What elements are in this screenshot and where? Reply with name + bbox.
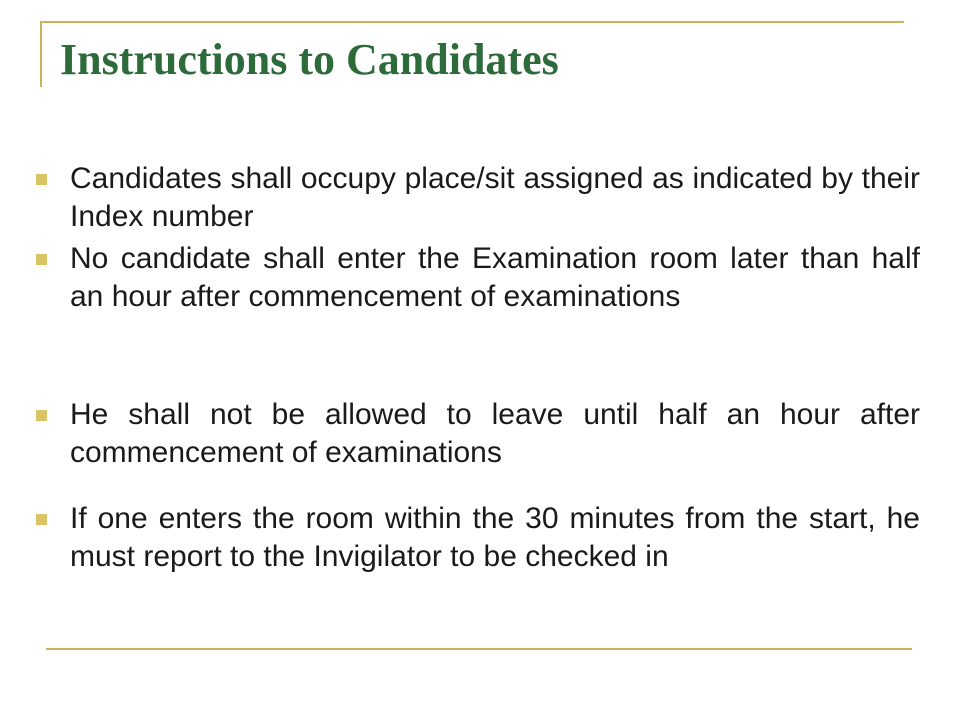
slide-title: Instructions to Candidates: [60, 35, 559, 84]
left-rule-divider: [40, 21, 42, 87]
bullet-text: Candidates shall occupy place/sit assigned as indicated by their Index number: [70, 162, 920, 233]
bullet-text: If one enters the room within the 30 minutes from the start, he must report to the Invigilator to be checked in: [70, 502, 920, 573]
square-bullet-icon: [36, 254, 47, 265]
bullet-text: He shall not be allowed to leave until half an hour after commencement of examinations: [70, 398, 920, 469]
square-bullet-icon: [36, 174, 47, 185]
square-bullet-icon: [36, 410, 47, 421]
square-bullet-icon: [36, 514, 47, 525]
bullet-text: No candidate shall enter the Examination room later than half an hour after commencement of examinations: [70, 242, 920, 313]
bottom-rule-divider: [46, 648, 912, 650]
top-rule-divider: [40, 21, 904, 23]
